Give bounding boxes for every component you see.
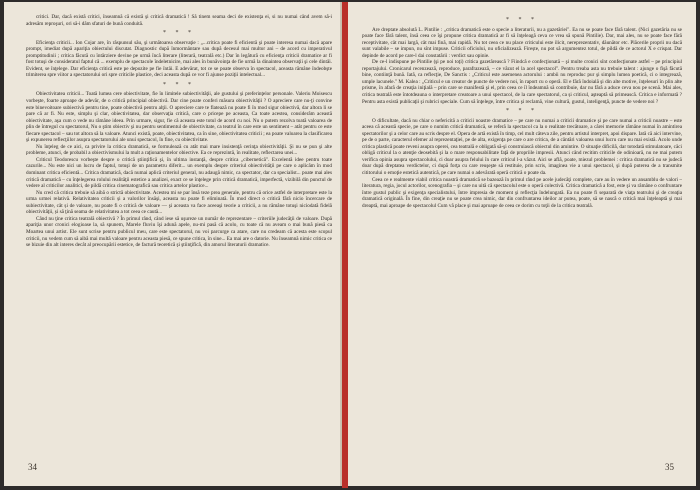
paragraph: De ce-l indispune pe Pintilie (şi pe noi toţi) critica gazetărească ? Fiindcă e confecţionată – şi multe cronici sînt confecţionate astfel – pe principiul reportajului. Cronicarul recenzează, reproduce, parafrazează, – ce văzut el la acel spectacol". Pentru treaba asta nu trebuie talent : ajunge o fişă făcută bine, contiinţă bună. Iată, ca reflecţie, De Sanctis : „Criticul este asemenea actorului : ambii nu reproduc pur şi simplu lumea poetică, ci o integrează, umple lacunele." M. Kalea : „Criticul e un creator de puncte de vedere noi, în raport cu o operă. El e fără îndoială şi din alte motive, înţelesuri în plin alte prisme, în afară de creaţia iniţială – prin care se manifestă şi el, prin ceea ce îl îndeamnă să contribuie, dar nu fără a aduce ceva nou pe scenă. Mai ales, critica teatrală este întotdeauna o interpretare creatoare a unui spectacol, de la care spectatorul, ca și criticul, aşteaptă să primească. Critica e informată ? Pentru asta există publicaţii şi rubrici speciale. Cum să înţelege, între critica şi reclamă, vine cultură, gustul, inteligenţă, puncte de vedere noi ? [362,59,682,105]
paragraph: Nu cred că critica trebuie să aibă o strictă obiectivitate. Acestea mi se par însă teze prea generale, pentru că orice astfel de interpretare este la urma urmei relativă. Relativitatea criticii și a valorilor însăşi, aceasta nu poate fi eliminată. În mod direct o critică fără nicio încercare de subiectivitate, cât și de valoare, nu poate fi o critică de valoare — şi aceasta va face aceeaşi teorie a criticii, a nu rămâne totuşi niciodată fidelă obiectivităţii, și să ţină seama de relativitatea a tot ceea ce caută... [26,189,332,216]
left-page-number: 34 [28,462,37,472]
paragraph: Eficienţa criticii... Ion Cojar are, în răspunsul său, şi următoarea observaţie : „...critica poate fi eficientă şi poate interesa numai dacă apare prompt, imediat după apariţia obiectului discutat. Diagnostic după înmormântare sau după decesul mai multor ani – de acord cu imperativul promptitudinii ; critica făcută cu întârziere devine pe urmă încă literare (literară, teatrală etc.) Dar în legătură cu eficienţa criticii dramatice ar fi fost totuşi de consideratul faptul că ... exemplu de spectacole îndeletnicire, mai ales în bunăvoinţa de fie urmă la dinaintea observaţii şi cele dintâi. Evident, se înţelege. Dar eficienţa critică este pe depozite pe fie întâi. E adevărat, tot ce se poate observa în spectacol, aceasta rămâne îndeobşte trimiterea spre viitor a spectatorului ori spre criticile plastice, deci aceasta după ce vor fi ajunse poziţii intelectual... [26,39,332,79]
left-page [4,2,342,486]
section-separator: * * * [506,17,538,23]
paragraph: Are dreptate absolută L. Pintilie : „critica dramatică este o specie a literaturii, nu a gazetăriei". Ea nu se poate face fără talent. (Nici gazetăria nu se poate face fără talent, însă ceea ce îşi propune critica dramatică ar fi să înţeleagă ceva ce vrea să spună Pintilie). Dar, mai ales, nu se poate face fără receptivitate, cât mai largă, cât mai fină, mai rapidă. Nu tot ceea ce nu place criticului este ilicit, nereprezentativ, dăunător etc. Plăcerile proprii nu dacă sunt valabile – se impun, nu sînt impuse. Criticii oficiului, nu oficializează. Firește, nu pot să argumentez totul, de pildă de ce actorul X e crispat. Dar depinde de acord pe care-l dai constatării : verdict sau opinie. [362,26,682,59]
right-page-text [362,17,682,209]
left-page-text [26,14,332,249]
right-page [348,2,696,486]
paragraph: O dificultate, dacă nu chiar o nefericită a criticii noastre dramatice – pe care nu numai a criticii dramatice şi pe care numai a criticii noastre – este aceea că această specie, pe care o numim critică dramatică, se referă la spectacol ca la o realitate trecătoare, a cărei memorie rămâne numai în amintirea spectatorilor şi a celor care au scris despre el. Opera de artă există în timp, cel mult câteva zile, pentru artistul interpret, apoi dispare. Iată că aici intervine, pe de o parte, caracterul efemer al reprezentaţiei, pe de alta, exigenţa pe care o are critica, de a cântări valoarea unui lucru care nu mai există. Acolo unde critica plastică poate reveni asupra operei, cea teatrală e obligată să-şi construiască obiectul din amintire. O situaţie dificilă, dar totodată stimulatoare, căci obligă criticul la o atenţie deosebită şi la o mare responsabilitate faţă de propriile impresii. Atunci când recitim criticile de odinioară, nu ne mai putem verifica opinia asupra spectacolului, ci doar asupra felului în care criticul l-a văzut. Aici se află, poate, miezul problemei : critica dramatică nu se judecă doar după dreptatea verdictelor, ci după forţa cu care reuşeşte să restituie, prin scris, imaginea vie a unui spectacol, şi după puterea de a transmite cititorului o emoţie estetică autentică, pe care numai o adevărată operă critică o poate da. [362,117,682,177]
section-separator: * * * [506,108,538,115]
section-separator: * * * [163,30,195,37]
paragraph: Nu înţeleg de ce aici, ca privire la critica dramatică, se formulează cu atât mai mare insistenţă cerinţa obiectivităţii. Şi nu se pun şi alte probleme, atunci, de probabil a obiectivismului la mult a raţionamentelor obiective. Ea ce reprezintă, în realitate, reflectarea unei... [26,143,332,157]
paragraph: Când nu ţine critica teatrală obiectivă ? În primul rând, când iese să uşureze un număr de reprezentare – criteriile judecăţii de valoare. După apariţia unor cronici elogioase la, să spunem, Marele fluviu îşi adună apele, nu-mi pasă că acolo, cu toate că nu aveam o mai bună piesă ca Moartea unui artist. Ele sunt scrise pentru publicul meu, care este spectatorul, nu voi parcurge ca atare, care nu credeam că acesta este scopul criticii, nu vedem cum să aibă mai multă valoare pentru aceasta piesă, ce spune critica, în sine... Ea mai are o datorie. Nu înseamnă nimic critica ce se bizuie din alt interes decât al preocupării estetice, de factură teoretică şi ştiinţifică, din amorul literaturii dramatice. [26,215,332,249]
paragraph: critici. Dar, dacă există critici, înseamnă că există şi critică dramatică ! Să tinem seama deci de existenţa ei, si nu numai când avem să-i adresăm reproşuri, ori să-i dăm sfaturi de bună conduită. [26,14,332,27]
paragraph: Ceea ce e realmente viabil critica noastră dramatică se bazează în primul rând pe acele judecăţi complete, care au în vedere un ansamblu de valori – literatura, regia, jocul actorilor, scenografia – şi care nu uită că spectacolul este o operă colectivă. Critica dramatică a fost, este şi va rămâne o confruntare între gustul public şi exigenţa specialistului, între impresia de moment şi reflecţia îndelungată. Ea nu poate fi separată de viaţa teatrului şi de creaţia dramatică originală. În fine, din creaţie nu se poate crea nimic, dar din confruntarea ideilor ar putea, poate, să se nască o critică mai înţeleaptă şi mai dreaptă, mai aproape de spectacolul Cum vă place şi mai aproape de ceea ce dorim cu toţii de la critica teatrală. [362,176,682,209]
paragraph: Obiectivitatea criticii... Toată lumea cere obiectivitate, fie în limitele subiectivităţii, ale gustului şi preferinţelor personale. Valeriu Moisescu vorbeşte, foarte aproape de adevăr, de o critică principial obiectivă. Dar cine poate conferi măsura obiectivităţii ? O apreciere care nu-ţi convine este binevoitoare subiectivă pentru tine, poate obiectivă pentru alţii. O apreciere care te flatează nu poate fi în mod sigur obiectivă, dar altora li se pare că ar fi. Nu este, simplu şi clar, obiectivitatea, dar observaţia critică, care o pricepe pe aceasta, Ca toate acestea, considerăm această obiectivitate, aşa cum o vede nu rămâne ideea. Prin urmare, sigur, fie că aceasta este totul de acord cu noi. Nu o putem rezolva toată valoarea de plin de întregul cu spectatorul, Nu o ştim obiectiv şi nu pentru sentimentul de obiectivitate, ca teatrul în care este un sentiment – atât pentru ce este fiecare spectacol – sau tot altora să la valoare. Atunci există, poate, obiectivitatea, ca în sine, obiectivitatea criticii ; ea poate valoarea la clasificarea şi expunerea reflecţiilor asupra spectatorului ale unui spectacol, în fine, cu obiectivitate. [26,91,332,144]
book-spread [4,2,696,486]
section-separator: * * * [163,81,195,88]
right-page-number: 35 [665,462,674,472]
paragraph: Criticul Teodorescu vorbeşte despre o critică ştiinţifică şi, în ultima instanţă, despre critica „cibernetică". Excelentă idee pentru toate cazurile... Nu este nici un lucru de faptul, totuşi de un parametru diferit... un exemplu despre criteriul obiectivităţii pe care o aplicăm în mod dominant critica eficientă... Critica dramatică, dacă numai aplică criteriul general, nu adaugă nimic, ca spectator, dar ca specialist... poate mai ales critică dramatică – cu înţelegerea rolului realităţii estetice a analizei, exact ce se înţelege prin critică dramatică, imperfectă, vizibilă din punctul de vedere al criticilor analitici, de pildă critica cinematografică sau critica artelor plastice... [26,156,332,190]
